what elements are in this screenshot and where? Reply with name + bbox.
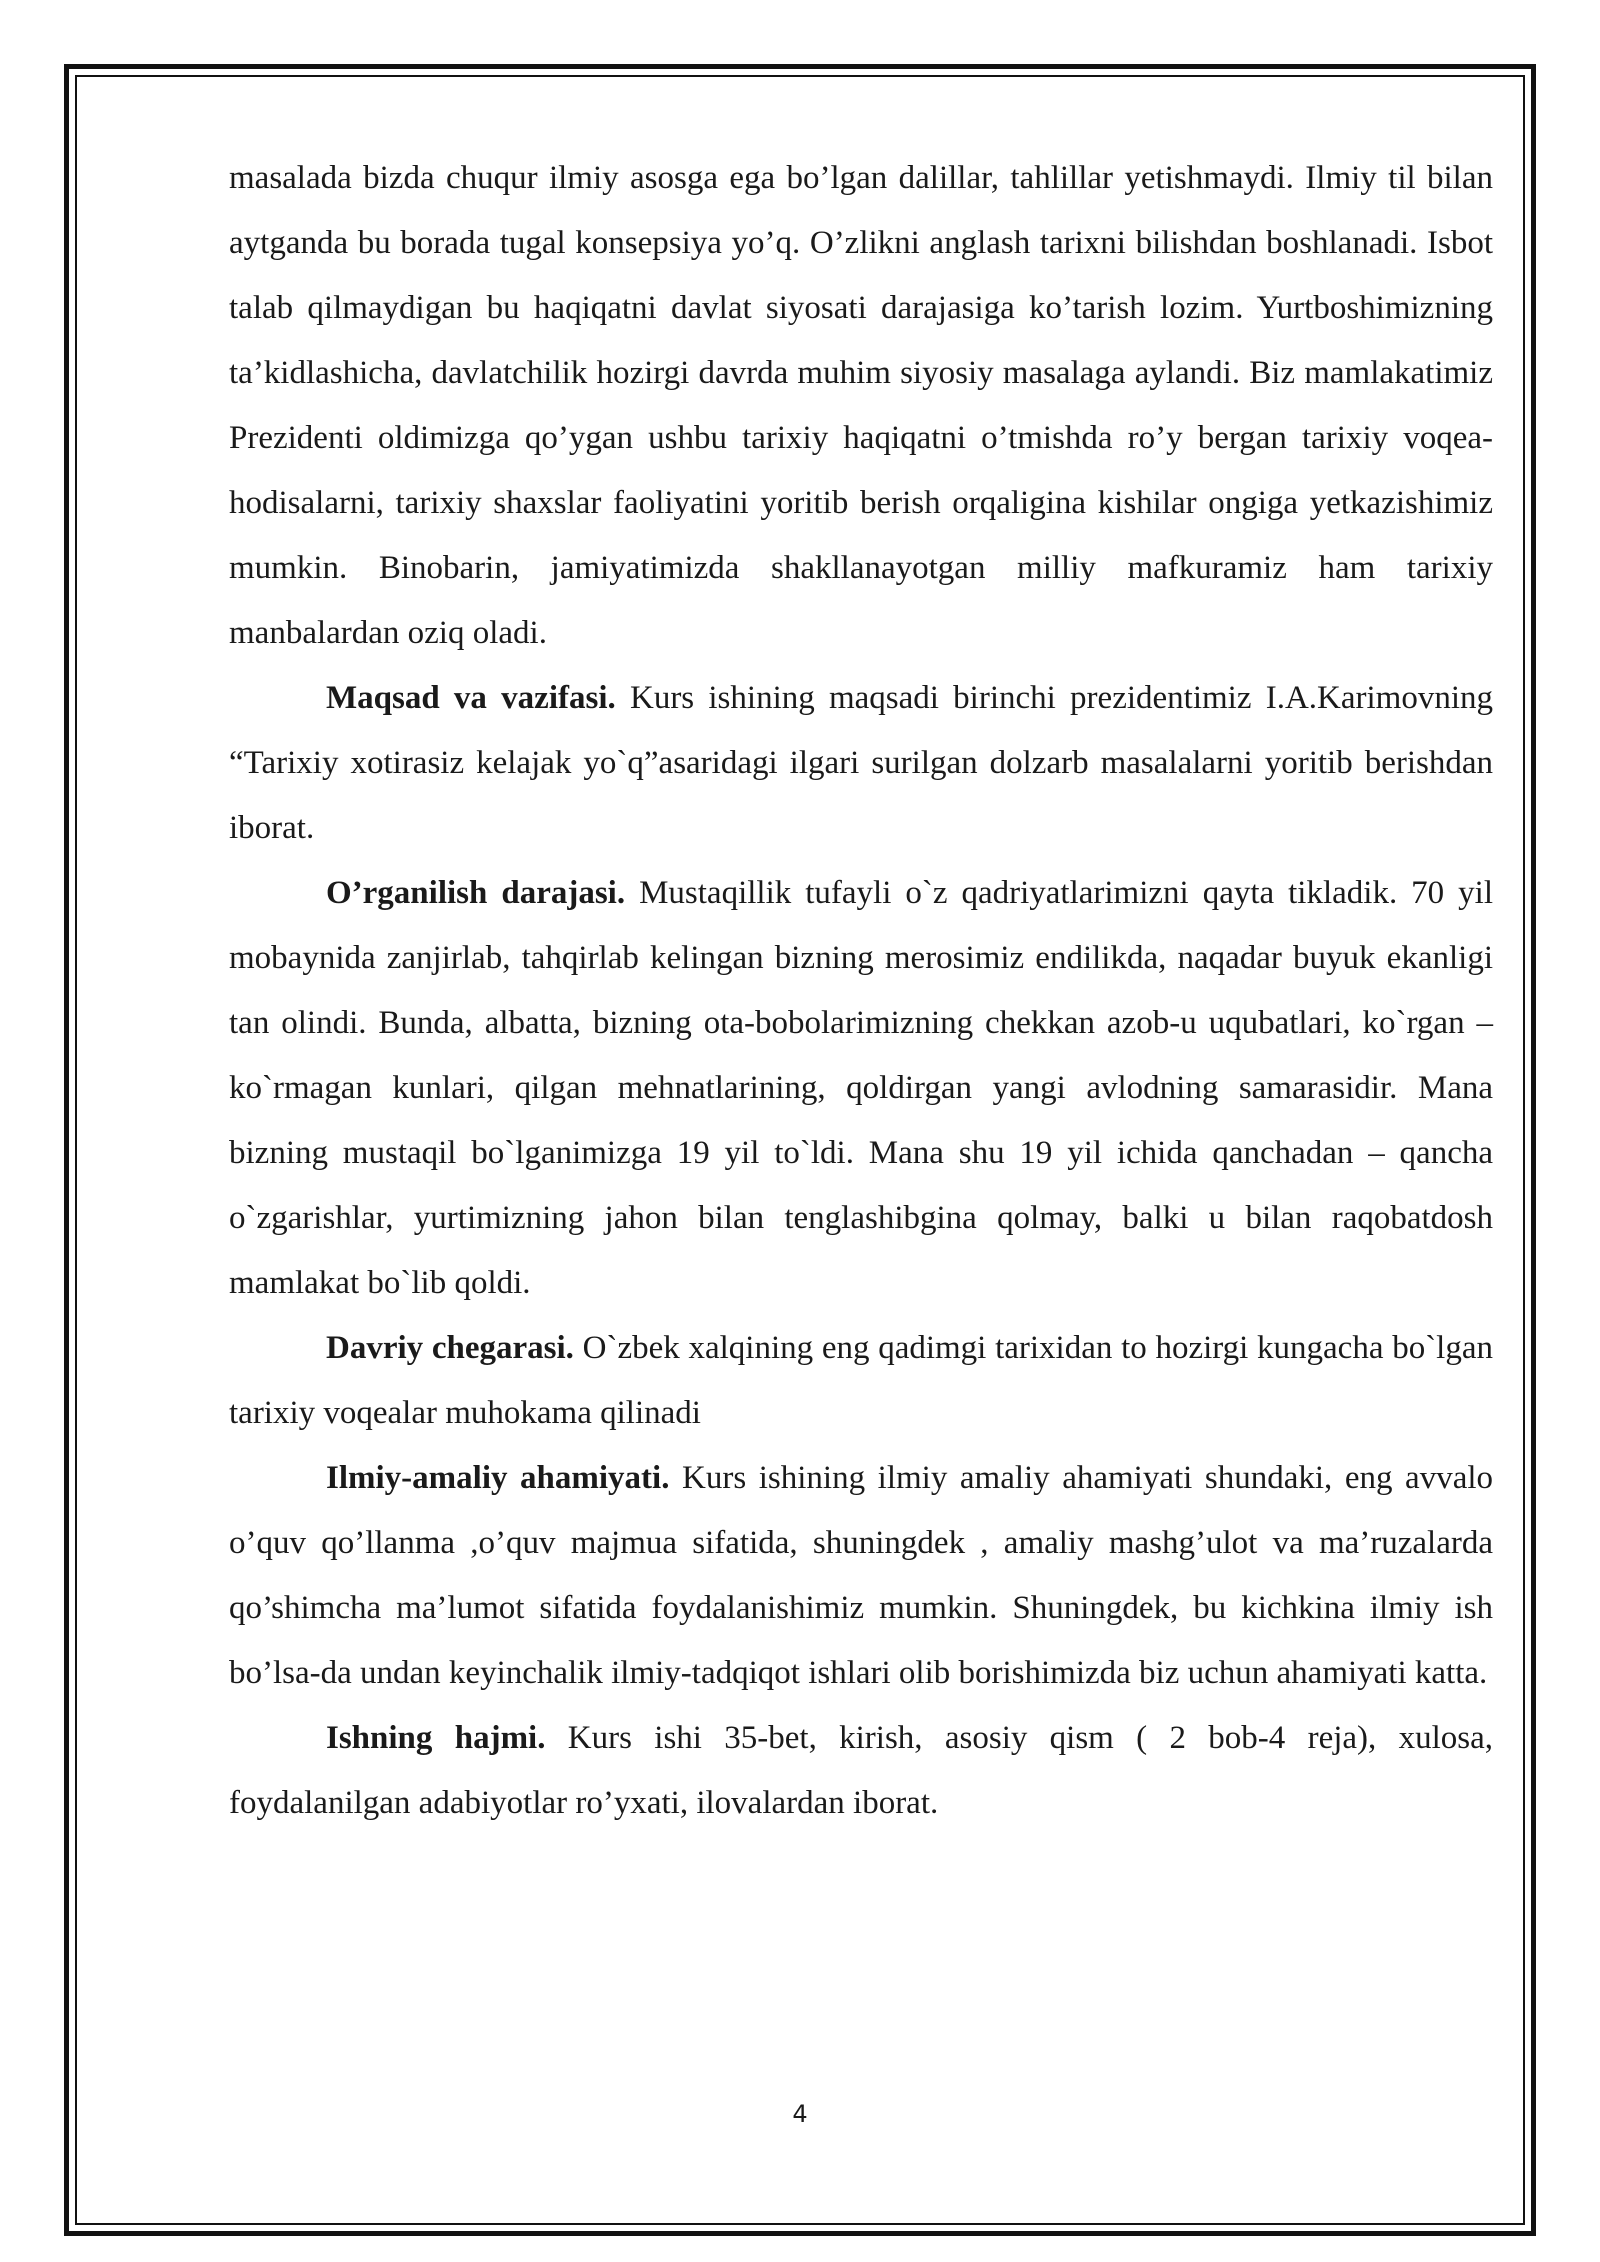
paragraph-text: Kurs ishi 35-bet, kirish, asosiy qism ( 2 bob-4 reja), xulosa, foydalanilgan adabiyotlar ro’yxati, ilovalardan iborat. [229,1720,1493,1821]
section-heading-work-volume: Ishning hajmi. [326,1720,546,1756]
paragraph-text: O`zbek xalqining eng qadimgi tarixidan to hozirgi kungacha bo`lgan tarixiy voqealar muhokama qilinadi [229,1330,1493,1431]
page-number: 4 [792,2100,808,2128]
section-heading-period-scope: Davriy chegarasi. [326,1330,574,1366]
paragraph-work-volume [229,1706,1493,1836]
paragraph-practical-significance [229,1446,1493,1706]
paragraph-text: Kurs ishining maqsadi birinchi prezidentimiz I.A.Karimovning “Tarixiy xotirasiz kelajak yo`q”asaridagi ilgari surilgan dolzarb masalalarni yoritib berishdan iborat. [229,680,1494,846]
document-body [229,146,1493,1836]
section-heading-goal: Maqsad va vazifasi. [326,680,616,716]
paragraph-intro-continuation [229,146,1493,666]
section-heading-study-level: O’rganilish darajasi. [326,875,626,911]
paragraph-text: Kurs ishining ilmiy amaliy ahamiyati shundaki, eng avvalo o’quv qo’llanma ,o’quv majmua sifatida, shuningdek , amaliy mashg’ulot va ma’ruzalarda qo’shimcha ma’lumot sifatida foydalanishimiz mumkin. Shuningdek, bu kichkina ilmiy ish bo’lsa-da undan keyinchalik ilmiy-tadqiqot ishlari olib borishimizda biz uchun ahamiyati katta. [229,1460,1494,1691]
paragraph-text: Mustaqillik tufayli o`z qadriyatlarimizni qayta tikladik. 70 yil mobaynida zanjirlab, tahqirlab kelingan bizning merosimiz endilikda, naqadar buyuk ekanligi tan olindi. Bunda, albatta, bizning ota-bobolarimizning chekkan azob-u uqubatlari, ko`rgan – ko`rmagan kunlari, qilgan mehnatlarining, qoldirgan yangi avlodning samarasidir. Mana bizning mustaqil bo`lganimizga 19 yil to`ldi. Mana shu 19 yil ichida qanchadan – qancha o`zgarishlar, yurtimizning jahon bilan tenglashibgina qolmay, balki u bilan raqobatdosh mamlakat bo`lib qoldi. [229,875,1493,1301]
paragraph-text: masalada bizda chuqur ilmiy asosga ega bo’lgan dalillar, tahlillar yetishmaydi. Ilmiy til bilan aytganda bu borada tugal konsepsiya yo’q. O’zlikni anglash tarixni bilishdan boshlanadi. Isbot talab qilmaydigan bu haqiqatni davlat siyosati darajasiga ko’tarish lozim. Yurtboshimizning ta’kidlashicha, davlatchilik hozirgi davrda muhim siyosiy masalaga aylandi. Biz mamlakatimiz Prezidenti oldimizga qo’ygan ushbu tarixiy haqiqatni o’tmishda ro’y bergan tarixiy voqea-hodisalarni, tarixiy shaxslar faoliyatini yoritib berish orqaligina kishilar ongiga yetkazishimiz mumkin. Binobarin, jamiyatimizda shakllanayotgan milliy mafkuramiz ham tarixiy manbalardan oziq oladi. [229,160,1493,651]
paragraph-period-scope [229,1316,1493,1446]
paragraph-study-level [229,861,1493,1316]
section-heading-practical-significance: Ilmiy-amaliy ahamiyati. [326,1460,670,1496]
paragraph-goal [229,666,1493,861]
